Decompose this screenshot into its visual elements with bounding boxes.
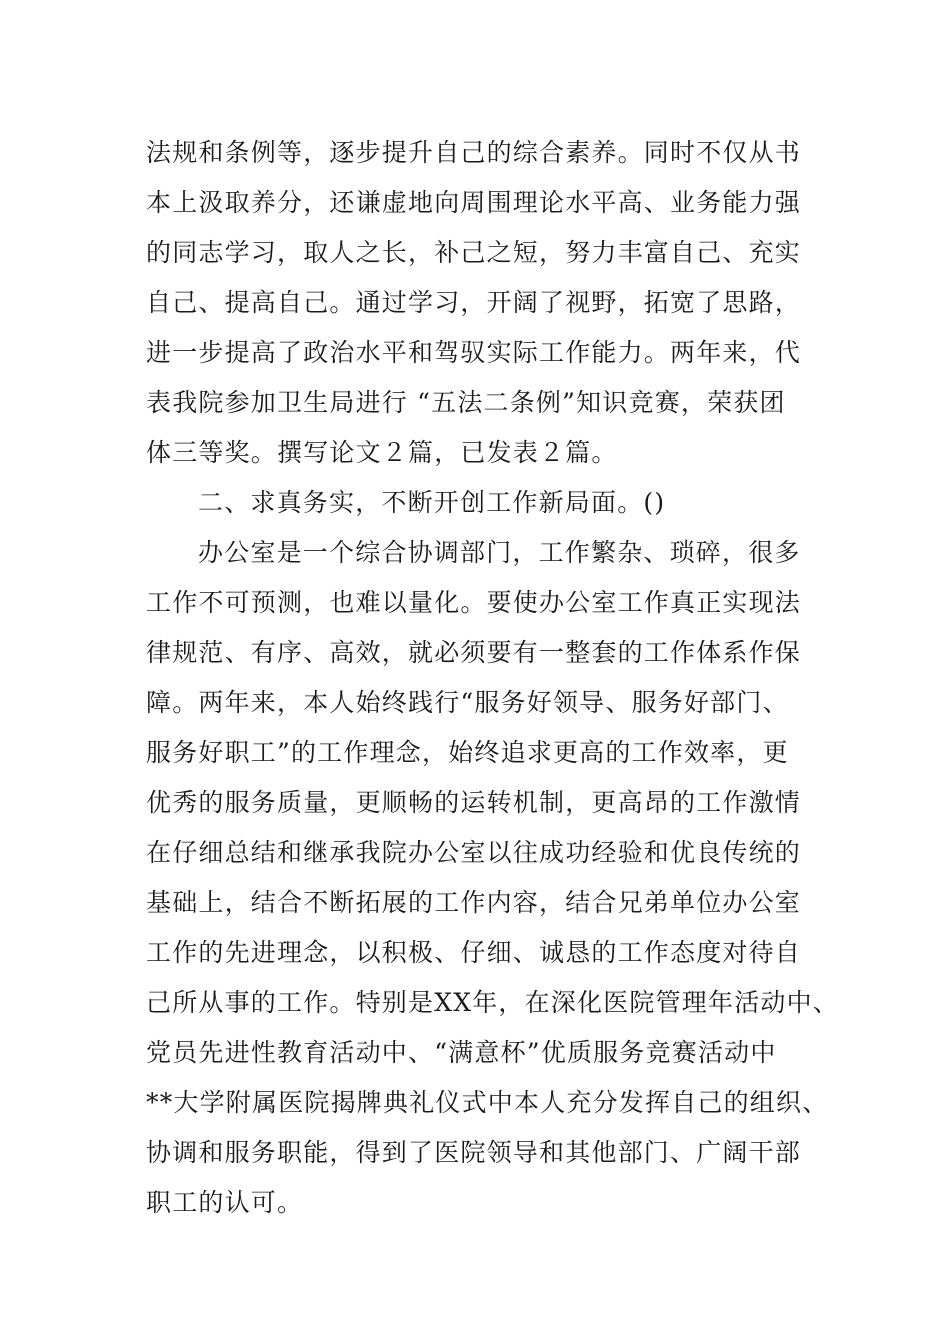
text-line: **大学附属医院揭牌典礼仪式中本人充分发挥自己的组织、 [146,1088,829,1117]
text-line: 表我院参加卫生局进行 “五法二条例”知识竞赛，荣获团 [146,388,786,417]
text-line: 党员先进性教育活动中、“满意杯”优质服务竞赛活动中 [146,1038,777,1067]
body-text [146,128,839,1228]
text-line: 律规范、有序、高效，就必须要有一整套的工作体系作保 [146,638,802,667]
text-line: 本上汲取养分，还谦虚地向周围理论水平高、业务能力强 [146,188,802,217]
text-line: 优秀的服务质量，更顺畅的运转机制，更高昂的工作激情 [146,788,802,817]
text-line: 法规和条例等，逐步提升自己的综合素养。同时不仅从书 [146,138,802,167]
text-line: 工作的先进理念，以积极、仔细、诚恳的工作态度对待自 [146,938,802,967]
text-line: 进一步提高了政治水平和驾驭实际工作能力。两年来，代 [146,338,802,367]
text-line: 障。两年来，本人始终践行“服务好领导、服务好部门、 [146,688,789,717]
text-line: 工作不可预测，也难以量化。要使办公室工作真正实现法 [146,588,802,617]
text-line: 体三等奖。撰写论文２篇，已发表２篇。 [146,438,618,467]
paragraph-start: 办公室是一个综合协调部门，工作繁杂、琐碎，很多 [198,538,801,567]
text-line: 在仔细总结和继承我院办公室以往成功经验和优良传统的 [146,838,802,867]
text-line: 协调和服务职能，得到了医院领导和其他部门、广阔干部 [146,1138,802,1167]
text-line: 基础上，结合不断拓展的工作内容，结合兄弟单位办公室 [146,888,802,917]
section-heading: 二、求真务实，不断开创工作新局面。() [198,488,666,517]
text-line: 的同志学习，取人之长，补己之短，努力丰富自己、充实 [146,238,802,267]
text-line: 己所从事的工作。特别是XX年，在深化医院管理年活动中、 [146,988,839,1017]
text-line: 职工的认可。 [146,1188,304,1217]
text-line: 服务好职工”的工作理念，始终追求更高的工作效率，更 [146,738,789,767]
text-line: 自己、提高自己。通过学习，开阔了视野，拓宽了思路， [146,288,802,317]
